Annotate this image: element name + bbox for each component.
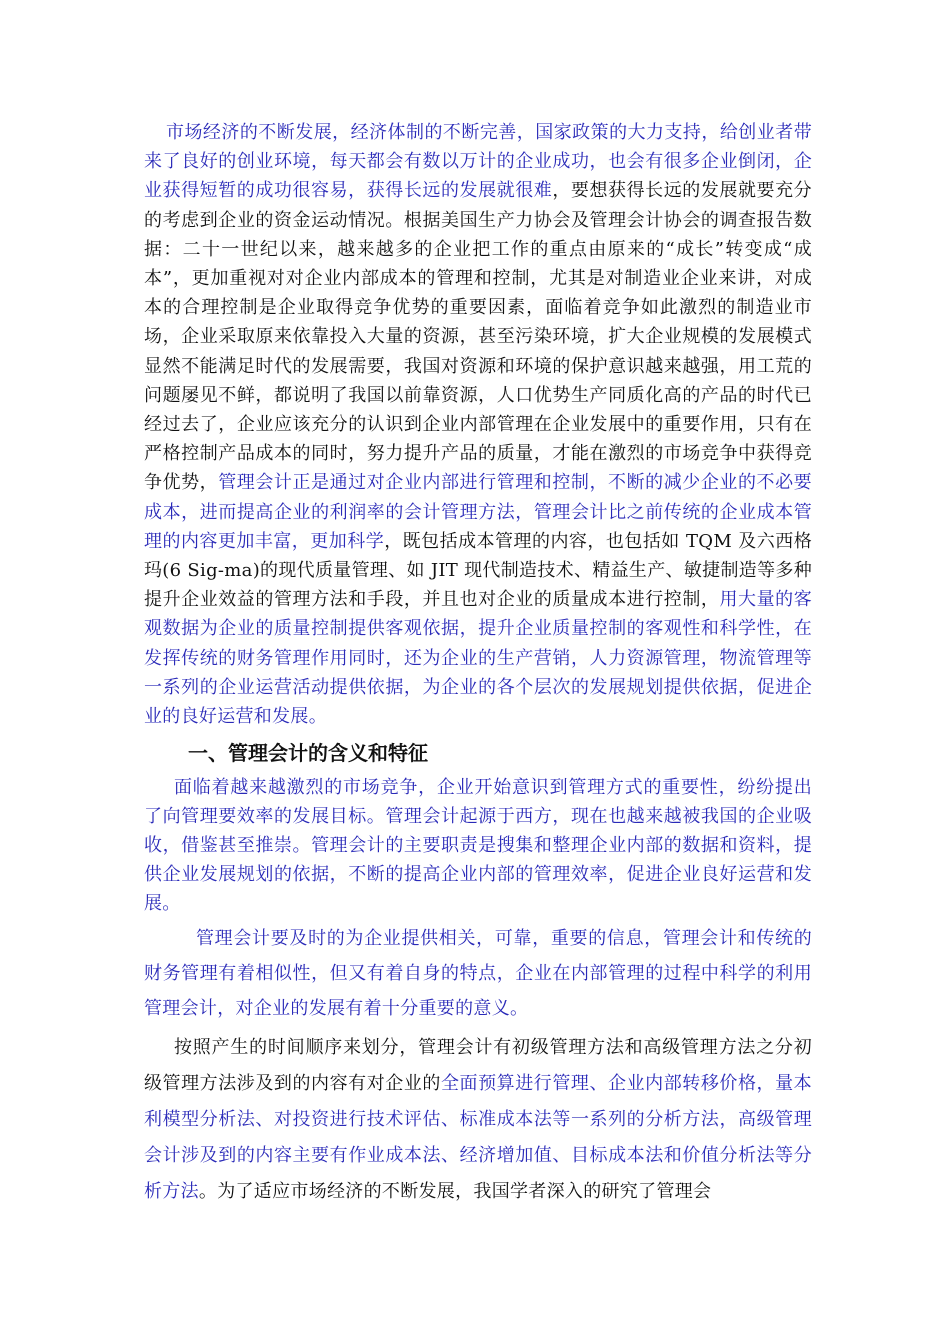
section-heading: 一、管理会计的含义和特征 (188, 741, 428, 766)
section-paragraph-1 (144, 773, 812, 918)
text-segment-highlighted: 面临着越来越激烈的市场竞争，企业开始意识到管理方式的重要性，纷纷提出了向管理要效率的发展目标。管理会计起源于西方，现在也越来越被我国的企业吸收，借鉴甚至推崇。管理会计的主要职责是搜集和整理企业内部的数据和资料，提供企业发展规划的依据，不断的提高企业内部的管理效率，促进企业良好运营和发展。 (144, 777, 812, 915)
text-segment-highlighted: 管理会计要及时的为企业提供相关，可靠，重要的信息，管理会计和传统的财务管理有着相似性，但又有着自身的特点，企业在内部管理的过程中科学的利用管理会计，对企业的发展有着十分重要的意义。 (144, 928, 812, 1020)
intro-paragraph (144, 118, 812, 731)
document-body (144, 118, 812, 1210)
text-segment-highlighted: 市场经济的不断发展，经济体制的不断完善，国家政策的大力支持，给创业者带来了良好的创业环境，每天都会有数以万计的企业成功，也会有很多企业倒闭，企业获得短暂的成功很容易，获得长远的发展就很难 (144, 122, 812, 202)
text-segment-highlighted: 用大量的客观数据为企业的质量控制提供客观依据，提升企业质量控制的客观性和科学性，在发挥传统的财务管理作用同时，还为企业的生产营销，人力资源管理，物流管理等一系列的企业运营活动提供依据，为企业的各个层次的发展规划提供依据，促进企业的良好运营和发展。 (144, 589, 813, 728)
text-segment: 。为了适应市场经济的不断发展，我国学者深入的研究了管理会 (198, 1181, 712, 1203)
section-paragraph-3 (144, 1030, 812, 1210)
text-segment-highlighted: 全面预算进行管理、企业内部转移价格，量本利模型分析法、对投资进行技术评估、标准成本法等一系列的分析方法，高级管理会计涉及到的内容主要有作业成本法、经济增加值、目标成本法和价值分析法等分析方法 (144, 1073, 812, 1203)
text-segment: ，要想获得长远的发展就要充分的考虑到企业的资金运动情况。根据美国生产力协会及管理会计协会的调查报告数据：二十一世纪以来，越来越多的企业把工作的重点由原来的“成长”转变成“成本”，更加重视对对企业内部成本的管理和控制，尤其是对制造业企业来讲，对成本的合理控制是企业取得竞争优势的重要因素，面临着竞争如此激烈的制造业市场，企业采取原来依靠投入大量的资源，甚至污染环境，扩大企业规模的发展模式显然不能满足时代的发展需要，我国对资源和环境的保护意识越来越强，用工荒的问题屡见不鲜，都说明了我国以前靠资源，人口优势生产同质化高的产品的时代已经过去了，企业应该充分的认识到企业内部管理在企业发展中的重要作用，只有在严格控制产品成本的同时，努力提升产品的质量，才能在激烈的市场竞争中获得竞争优势， (144, 180, 812, 494)
text-segment: ，既包括成本管理的内容，也包括如 TQM 及六西格玛(6 Sig-ma)的现代质量管理、如 JIT 现代制造技术、精益生产、敏捷制造等多种提升企业效益的管理方法和手段，并且也对企业的质量成本进行控制， (144, 530, 812, 611)
section-paragraph-2 (144, 921, 812, 1026)
text-segment: 按照产生的时间顺序来划分，管理会计有初级管理方法和高级管理方法之分初级管理方法涉及到的内容有对企业的 (144, 1037, 812, 1095)
text-segment-highlighted: 管理会计正是通过对企业内部进行管理和控制，不断的减少企业的不必要成本，进而提高企业的利润率的会计管理方法，管理会计比之前传统的企业成本管理的内容更加丰富，更加科学 (144, 472, 812, 552)
